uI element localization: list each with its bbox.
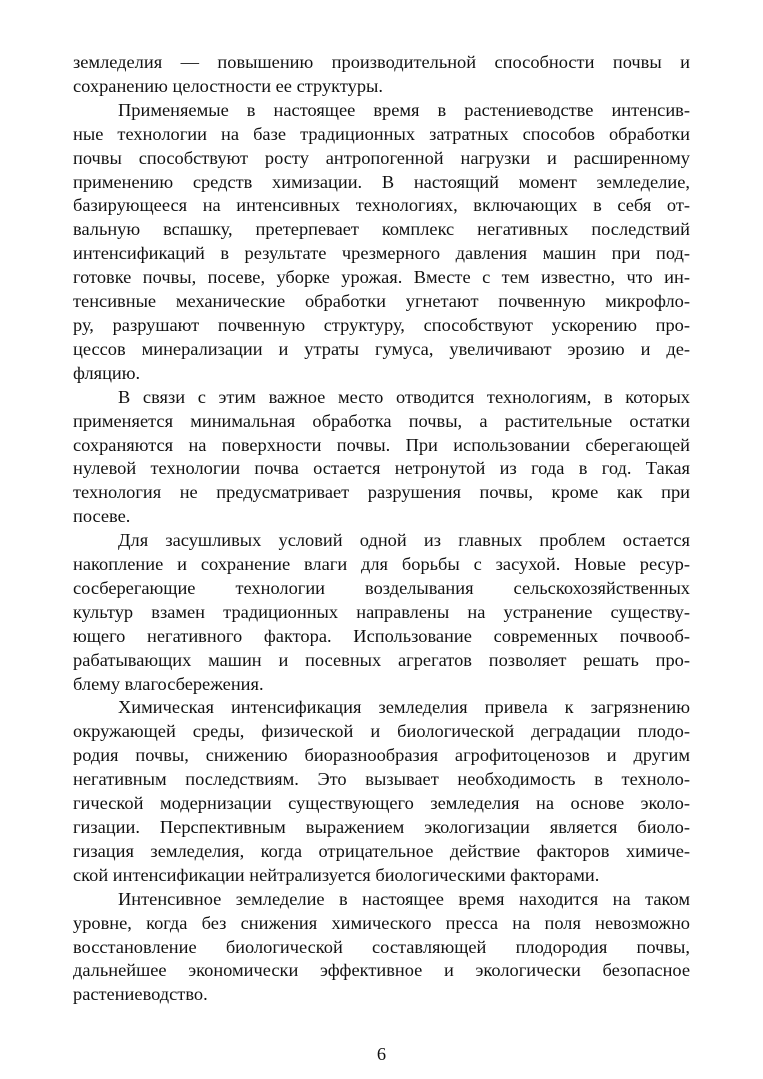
paragraph xyxy=(73,99,690,386)
text-line: ру, разрушают почвенную структуру, способствуют ускорению про- xyxy=(73,314,690,335)
text-line: ющего негативного фактора. Использование современных почвооб- xyxy=(73,625,690,646)
paragraph xyxy=(73,529,690,696)
paragraph xyxy=(73,51,690,99)
text-line: земледелия — повышению производительной способности почвы и xyxy=(73,52,690,72)
text-line: сохраняются на поверхности почвы. При использовании сберегающей xyxy=(73,434,690,455)
text-line: родия почвы, снижению биоразнообразия агрофитоценозов и другим xyxy=(73,745,690,766)
text-line: интенсификаций в результате чрезмерного давления машин при под- xyxy=(73,243,690,264)
paragraph xyxy=(73,386,690,529)
text-line: гизации. Перспективным выражением экологизации является биоло- xyxy=(73,817,690,837)
text-line: гизация земледелия, когда отрицательное действие факторов химиче- xyxy=(73,840,690,861)
text-line: Химическая интенсификация земледелия привела к загрязнению xyxy=(118,697,690,718)
text-line: растениеводство. xyxy=(73,984,208,1005)
text-line: дальнейшее экономически эффективное и экологически безопасное xyxy=(73,960,690,981)
text-line: посеве. xyxy=(73,506,131,527)
page-number: 6 xyxy=(376,1044,387,1064)
text-line: сосберегающие технологии возделывания сельскохозяйственных xyxy=(73,577,690,598)
text-line: накопление и сохранение влаги для борьбы с засухой. Новые ресур- xyxy=(73,554,690,575)
document-body xyxy=(73,51,690,1007)
paragraph xyxy=(73,696,690,887)
text-line: готовке почвы, посеве, уборке урожая. Вместе с тем известно, что ин- xyxy=(73,267,690,288)
text-line: восстановление биологической составляющей плодородия почвы, xyxy=(73,936,690,957)
text-line: уровне, когда без снижения химического пресса на поля невозможно xyxy=(73,912,690,933)
text-line: рабатывающих машин и посевных агрегатов позволяет решать про- xyxy=(73,649,690,670)
text-line: сохранению целостности ее структуры. xyxy=(73,75,383,96)
text-line: фляцию. xyxy=(73,362,141,383)
text-line: базирующееся на интенсивных технологиях, включающих в себя от- xyxy=(73,195,690,216)
paragraph xyxy=(73,888,690,1008)
text-line: почвы способствуют росту антропогенной нагрузки и расширенному xyxy=(73,147,690,168)
text-line: ской интенсификации нейтрализуется биологическими факторами. xyxy=(73,864,600,885)
text-line: Применяемые в настоящее время в растениеводстве интенсив- xyxy=(118,99,690,120)
text-line: применению средств химизации. В настоящий момент земледелие, xyxy=(73,171,690,192)
text-line: применяется минимальная обработка почвы, а растительные остатки xyxy=(73,410,690,431)
text-line: Для засушливых условий одной из главных проблем остается xyxy=(118,530,690,551)
text-line: культур взамен традиционных направлены на устранение существу- xyxy=(73,601,690,622)
text-line: нулевой технологии почва остается нетронутой из года в год. Такая xyxy=(73,458,690,479)
text-line: окружающей среды, физической и биологической деградации плодо- xyxy=(73,721,690,742)
text-line: В связи с этим важное место отводится технологиям, в которых xyxy=(118,386,690,407)
text-line: блему влагосбережения. xyxy=(73,673,264,694)
text-line: вальную вспашку, претерпевает комплекс негативных последствий xyxy=(73,219,690,240)
text-line: ные технологии на базе традиционных затратных способов обработки xyxy=(73,123,690,144)
text-line: тенсивные механические обработки угнетают почвенную микрофло- xyxy=(73,291,690,312)
text-line: негативным последствиям. Это вызывает необходимость в техноло- xyxy=(73,769,690,790)
text-line: гической модернизации существующего земледелия на основе эколо- xyxy=(73,793,690,814)
text-line: Интенсивное земледелие в настоящее время находится на таком xyxy=(118,888,690,909)
text-line: технология не предусматривает разрушения почвы, кроме как при xyxy=(73,482,690,503)
text-line: цессов минерализации и утраты гумуса, увеличивают эрозию и де- xyxy=(73,338,690,359)
